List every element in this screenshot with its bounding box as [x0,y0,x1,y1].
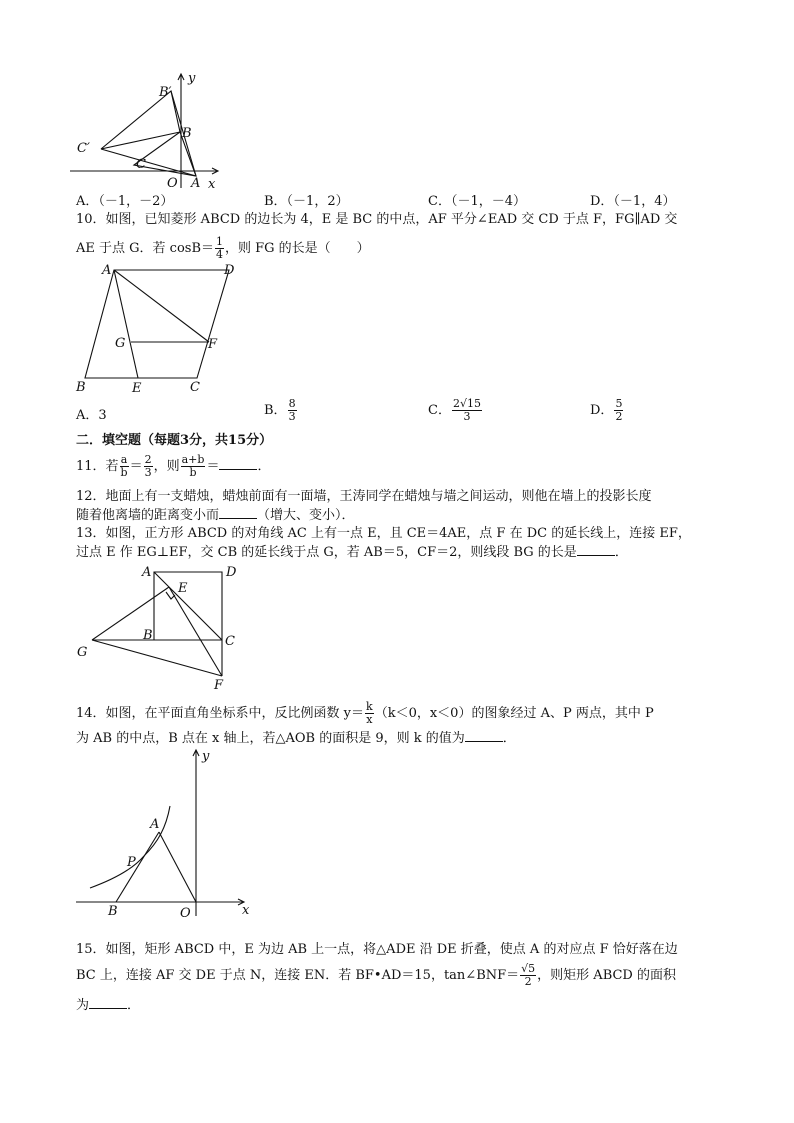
q14-label-x: x [242,903,250,918]
q15-line2-post: ，则矩形 ABCD 的面积 [537,968,676,983]
q12-line1: 12．地面上有一支蜡烛，蜡烛前面有一面墙，王涛同学在蜡烛与墙之间运动，则他在墙上的投影长度 [76,489,652,504]
q10-cos-num: 1 [216,235,223,248]
q13-line1: 13．如图，正方形 ABCD 的对角线 AC 上有一点 E，且 CE＝4AE，点 F 在 DC 的延长线上，连接 EF， [76,526,691,541]
q14-answer-blank[interactable] [465,729,503,742]
q12-answer-blank[interactable] [219,506,257,519]
q14-label-P: P [127,855,136,870]
q10-option-d [590,398,624,423]
q9-option-c: C．（－1，－4） [428,194,526,209]
q10-option-b-fraction [288,398,297,423]
q11-answer-blank[interactable] [219,457,257,470]
q13-answer-blank[interactable] [577,543,615,556]
q14-line2 [76,729,726,748]
q15-line1: 15．如图，矩形 ABCD 中，E 为边 AB 上一点，将△ADE 沿 DE 折叠，使点 A 的对应点 F 恰好落在边 [76,942,678,957]
q15-line3-pre: 为 [76,998,90,1013]
q14-label-O: O [180,906,191,920]
q10-option-b [264,398,298,423]
q11-frac3-num: a+b [181,453,205,466]
q10-line2 [76,236,726,261]
q13-label-B: B [143,628,153,643]
q10-option-a: A．3 [76,408,107,423]
q13-figure [74,562,249,694]
q10-option-c [428,398,483,423]
q14-k-den: x [366,713,373,726]
q10-option-b-num: 8 [288,397,296,410]
q15-tan-fraction [520,963,536,988]
q14-line1-post: （k＜0，x＜0）的图象经过 A、P 两点，其中 P [374,706,654,721]
q9-label-A: A [191,176,201,190]
q11-pre: 11．若 [76,459,119,474]
q11-line [76,454,726,480]
q10-figure [72,262,242,397]
q10-label-E: E [132,381,142,396]
q11-mid: ，则 [153,459,180,474]
q13-label-D: D [226,565,237,580]
q13-label-G: G [77,645,88,660]
q11-frac2 [144,454,153,479]
q10-option-b-den: 3 [288,410,296,423]
q11-eq: ＝ [129,459,143,474]
q12-line2-pre: 随着他离墙的距离变小而 [76,508,220,523]
q9-label-C: C [136,157,146,172]
q14-line1 [76,701,726,727]
q12-line2-post: （增大、变小）． [257,508,355,523]
q11-frac1 [120,454,129,479]
q10-label-F: F [208,337,218,352]
q15-tan-num: √5 [521,962,536,975]
q14-line2-post: ． [502,731,516,746]
q9-label-B: B [182,126,192,141]
q9-figure [70,68,230,190]
q14-figure [72,748,257,920]
q10-label-D: D [224,263,235,278]
q10-label-A: A [102,263,112,278]
q10-option-c-num: 2√15 [452,397,481,410]
q14-line2-pre: 为 AB 的中点，B 点在 x 轴上，若△AOB 的面积是 9，则 k 的值为 [76,731,465,746]
q11-frac2-num: 2 [144,453,152,466]
q15-line2-pre: BC 上，连接 AF 交 DE 于点 N，连接 EN．若 BF•AD＝15，tan∠BNF＝ [76,968,520,983]
q14-label-B: B [108,904,118,919]
q9-label-x: x [208,177,216,190]
q9-option-d: D．（－1，4） [590,194,676,209]
q10-option-c-prefix: C． [428,403,451,418]
q13-label-E: E [178,581,188,596]
q11-frac3 [181,454,206,479]
q15-line2 [76,962,726,990]
q10-option-c-den: 3 [463,410,471,423]
q10-option-c-fraction [452,398,482,423]
q14-k-num: k [366,700,373,713]
q11-frac2-den: 3 [144,466,152,479]
q15-tan-den: 2 [524,975,532,988]
q10-cos-den: 4 [216,248,223,261]
q13-label-F: F [214,678,224,693]
q10-label-B: B [76,380,86,395]
q14-k-fraction [365,701,374,726]
q14-label-y: y [202,749,210,764]
q10-line2-pre: AE 于点 G．若 cosB＝ [76,241,214,256]
q9-option-a: A．（－1，－2） [76,194,174,209]
q13-line2-post: ． [614,545,628,560]
q11-post: ＝ [206,459,220,474]
q9-option-b: B．（－1，2） [264,194,349,209]
q13-line2 [76,543,726,562]
q10-option-d-prefix: D． [590,403,614,418]
q15-answer-blank[interactable] [89,996,127,1009]
q9-label-Bp: B′ [159,85,172,100]
section2-title: 二．填空题（每题3分，共15分） [76,433,273,448]
q10-option-d-den: 2 [615,410,623,423]
q9-label-y: y [188,71,196,86]
q14-label-A: A [150,817,160,832]
q10-cos-fraction [215,236,224,261]
q9-label-Cp: C′ [77,141,90,156]
q9-label-O: O [167,176,178,190]
q10-option-d-num: 5 [615,397,623,410]
q10-label-G: G [115,336,126,351]
q11-frac1-num: a [120,453,128,466]
q10-option-d-fraction [614,398,623,423]
q12-line2 [76,506,726,525]
q13-label-A: A [142,565,152,580]
q13-line2-pre: 过点 E 作 EG⊥EF，交 CB 的延长线于点 G，若 AB＝5，CF＝2，则线段 BG 的长是 [76,545,577,560]
q15-line3 [76,996,726,1015]
q13-label-C: C [225,634,235,649]
q11-end: ． [257,459,271,474]
q11-frac3-den: b [189,466,197,479]
q10-option-b-prefix: B． [264,403,287,418]
q10-line1: 10．如图，已知菱形 ABCD 的边长为 4，E 是 BC 的中点，AF 平分∠EAD 交 CD 于点 F，FG∥AD 交 [76,212,678,227]
q10-label-C: C [190,380,200,395]
q14-line1-pre: 14．如图，在平面直角坐标系中，反比例函数 y＝ [76,706,365,721]
q10-line2-post: ，则 FG 的长是（ ） [225,241,370,256]
q11-frac1-den: b [120,466,128,479]
q15-line3-post: ． [127,998,141,1013]
